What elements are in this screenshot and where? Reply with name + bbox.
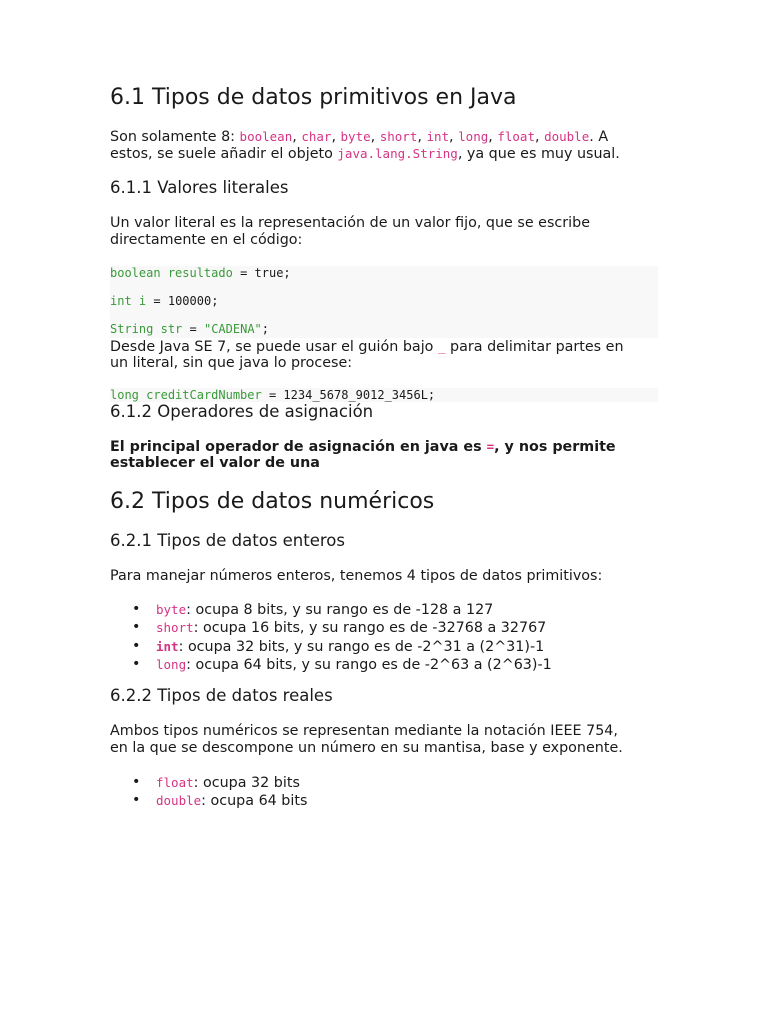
list-text: : ocupa 32 bits, y su rango es de -2^31 a (2^31)-1 [178,638,545,655]
code-type: int [110,294,132,308]
intro-line-2 [110,145,620,163]
separator: , [331,129,341,145]
code-line [110,388,658,402]
heading-6-2: 6.2 Tipos de datos numéricos [110,489,435,514]
list-keyword: float [156,775,194,790]
underscore-symbol: _ [437,339,446,354]
list-item [156,792,307,810]
real-types-list [110,774,307,811]
string-class: java.lang.String [337,146,458,161]
heading-6-2-1: 6.2.1 Tipos de datos enteros [110,531,345,550]
intro-line-1 [110,128,608,146]
separator: , [488,129,498,145]
intro-line2-pre: estos, se suele añadir el objeto [110,146,338,162]
code-value: 1234_5678_9012_3456L; [283,388,436,402]
separator: , [417,129,427,145]
code-var: str [160,322,183,336]
separator: , [370,129,380,145]
underscore-post: para delimitar partes en [445,339,624,355]
type-double: double [544,129,590,144]
code-op: = [232,266,255,280]
reals-para-line-1: Ambos tipos numéricos se representan mediante la notación IEEE 754, [110,723,618,739]
heading-6-1: 6.1 Tipos de datos primitivos en Java [110,85,517,110]
list-keyword: int [156,638,179,654]
code-var: creditCardNumber [146,388,262,402]
integer-types-list [110,601,552,674]
code-line [110,322,269,336]
separator: , [449,129,459,145]
list-text: : ocupa 16 bits, y su rango es de -32768 a 32767 [193,620,547,637]
type-char: char [301,129,332,144]
reals-para-line-2: en la que se descompone un número en su mantisa, base y exponente. [110,740,623,756]
list-text: : ocupa 64 bits [201,793,308,810]
code-var: resultado [167,266,233,280]
code-block-literals [110,266,658,338]
list-text: : ocupa 8 bits, y su rango es de -128 a 127 [186,602,494,618]
type-long: long [458,129,489,144]
assignment-operator: = [486,439,495,454]
type-byte: byte [340,129,371,144]
heading-6-1-1: 6.1.1 Valores literales [110,178,289,197]
literal-para-line-1: Un valor literal es la representación de un valor fijo, que se escribe [110,215,591,231]
assignment-pre: El principal operador de asignación en java es [110,439,487,455]
separator: , [292,129,302,145]
code-type: long [110,388,139,402]
intro-mid: . A [589,129,609,145]
code-type: boolean [110,266,161,280]
underscore-pre: Desde Java SE 7, se puede usar el guión bajo [110,339,438,355]
code-value: true; [254,266,291,280]
list-text: : ocupa 64 bits, y su rango es de -2^63 a (2^63)-1 [186,656,552,673]
code-block-long [110,388,658,402]
code-line [110,266,291,280]
underscore-para-line-2: un literal, sin que java lo procese: [110,355,353,371]
assignment-para-line-2: establecer el valor de una [110,455,320,471]
type-float: float [497,129,535,144]
list-item [156,656,552,674]
heading-6-2-2: 6.2.2 Tipos de datos reales [110,686,333,705]
code-value: 100000; [167,294,219,308]
code-line [110,294,218,308]
list-keyword: long [156,656,187,672]
assignment-post: , y nos permite [494,439,616,455]
intro-text: Son solamente 8: [110,129,240,145]
list-item [156,601,552,619]
list-text: : ocupa 32 bits [193,775,300,791]
list-item [156,619,552,637]
code-var: i [138,294,147,308]
code-op: = [146,294,168,308]
literal-para-line-2: directamente en el código: [110,232,303,248]
list-item [156,774,307,792]
assignment-para-line-1 [110,438,616,456]
list-keyword: short [156,620,194,636]
code-end: ; [261,322,269,336]
code-string: "CADENA" [203,322,262,336]
heading-6-1-2: 6.1.2 Operadores de asignación [110,402,374,421]
list-keyword: double [156,793,202,809]
separator: , [534,129,545,145]
intro-line2-post: , ya que es muy usual. [457,146,620,162]
type-boolean: boolean [239,129,293,144]
integers-para: Para manejar números enteros, tenemos 4 tipos de datos primitivos: [110,568,603,584]
code-op: = [182,322,204,336]
type-short: short [379,129,418,144]
list-keyword: byte [156,602,187,617]
code-op: = [261,388,284,402]
list-item [156,638,552,656]
underscore-para-line-1 [110,338,624,356]
code-type: String [110,322,154,336]
type-int: int [426,129,450,144]
